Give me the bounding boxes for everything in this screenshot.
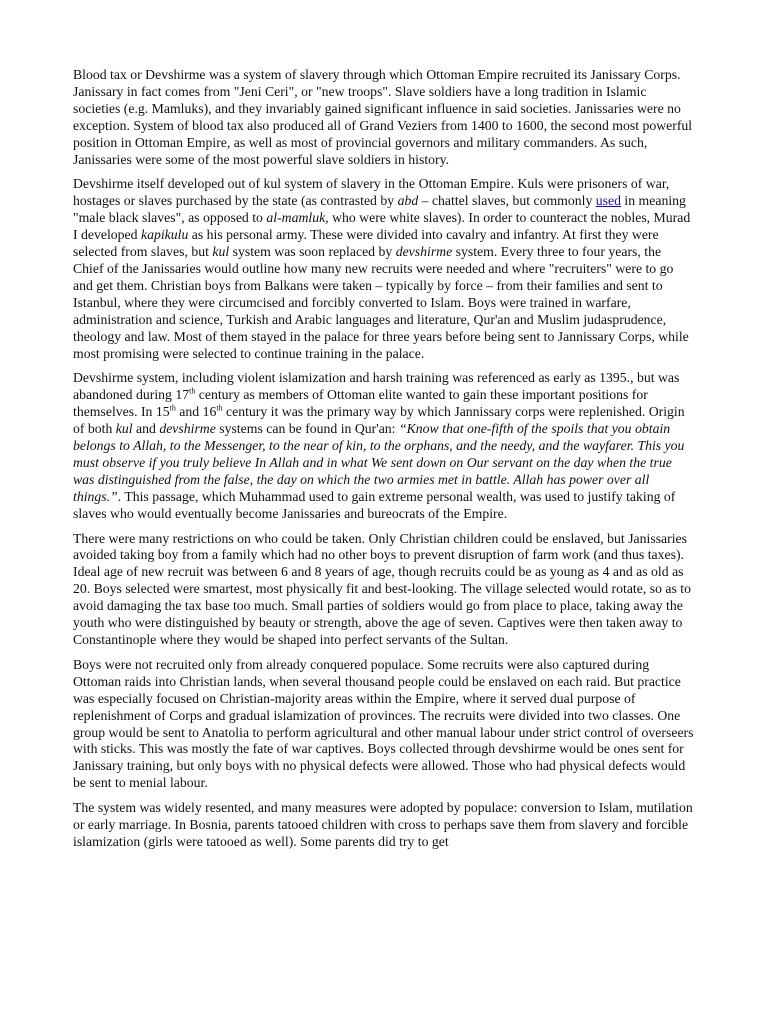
p2-text-4: who were white slaves). In order to counteract the nobles, Murad I developed: [73, 210, 691, 243]
paragraph-6-text: The system was widely resented, and many measures were adopted by populace: conversion to Islam, mutilation or early marriage. In Bosnia, parents tatooed children with cross to perhaps save them from slavery and forcible islamization (girls were tatooed as well). Some parents did try to get: [73, 800, 693, 849]
p2-term-kapikulu: kapikulu: [140, 227, 189, 243]
p3-quran-quote: “Know that one-fifth of the spoils that you obtain belongs to Allah, to the Messenger, to the near of kin, to the orphans, and the needy, and the wayfarer. This you must observe if you truly believe In Allah and in what We sent down on Our servant on the day when the true was distinguished from the false, the day on which the two armies met in battle. Allah has power over all things.”: [73, 421, 685, 504]
document-body: [73, 67, 695, 859]
paragraph-5-text: Boys were not recruited only from already conquered populace. Some recruits were also captured during Ottoman raids into Christian lands, when several thousand people could be enslaved on each raid. But practice was especially focused on Christian-majority areas within the Empire, where it served dual purpose of replenishment of Corps and gradual islamization of provinces. The recruits were divided into two classes. One group would be sent to Anatolia to perform agricultural and other manual labour under strict control of overseers with sticks. This was mostly the fate of war captives. Boys collected through devshirme would be ones sent for Janissary training, but only boys with no physical defects were allowed. Those who had physical defects would be sent to menial labour.: [73, 656, 694, 791]
p3-text-6: systems can be found in Qur'an:: [215, 421, 399, 437]
paragraph-4-text: There were many restrictions on who could be taken. Only Christian children could be enslaved, but Janissaries avoided taking boy from a family which had no other boys to prevent disruption of farm work (and thus taxes). Ideal age of new recruit was between 6 and 8 years of age, though recruits could be as young as 4 and as old as 20. Boys selected were smartest, most physically fit and best-looking. The village selected would rotate, so as to avoid damaging the tax base too much. Small parties of soldiers would go from place to place, taking away the youth who were distinguished by beauty or strength, above the age of seven. Captives were then taken away to Constantinople where they would be shaped into perfect servants of the Sultan.: [73, 530, 691, 647]
p3-sup-3: th: [216, 403, 223, 413]
paragraph-1: [73, 67, 695, 168]
p3-text-2: century as members of Ottoman elite wanted to gain these important positions for themselves. In 15: [73, 387, 648, 420]
p3-text-7: . This passage, which Muhammad used to gain extreme personal wealth, was used to justify taking of slaves who would eventually become Janissaries and bureocrats of the Empire.: [73, 488, 676, 521]
p3-term-kul: kul: [115, 421, 133, 437]
paragraph-4: [73, 531, 695, 649]
p2-text-6: system was soon replaced by: [229, 244, 396, 260]
p2-term-abd: abd: [397, 193, 419, 209]
p3-text-4: century it was the primary way by which Jannissary corps were replenished. Origin of both: [73, 404, 685, 437]
paragraph-2: [73, 176, 695, 362]
paragraph-5: [73, 657, 695, 792]
p3-sup-2: th: [169, 403, 176, 413]
p2-term-al-mamluk: al-mamluk,: [266, 210, 329, 226]
p3-text-3: and 16: [175, 404, 217, 420]
paragraph-1-text: Blood tax or Devshirme was a system of slavery through which Ottoman Empire recruited its Janissary Corps. Janissary in fact comes from "Jeni Ceri", or "new troops". Slave soldiers have a long tradition in Islamic societies (e.g. Mamluks), and they invariably gained significant influence in said societies. Janissaries were no exception. System of blood tax also produced all of Grand Veziers from 1400 to 1600, the second most powerful position in Ottoman Empire, as well as most of provincial governors and military commanders. As such, Janissaries were some of the most powerful slave soldiers in history.: [73, 67, 693, 167]
used-link[interactable]: used: [595, 193, 621, 209]
paragraph-6: [73, 800, 695, 851]
p3-term-devshirme: devshirme: [159, 421, 216, 437]
p2-text-5: as his personal army. These were divided into cavalry and infantry. At first they were selected from slaves, but: [73, 227, 659, 260]
p2-text-7: system. Every three to four years, the Chief of the Janissaries would outline how many new recruits were needed and where "recruiters" were to go and get them. Christian boys from Balkans were taken – typically by force – from their families and sent to Istanbul, where they were circumcised and forcibly converted to Islam. Boys were trained in warfare, administration and science, Turkish and Arabic languages and literature, Qur'an and Muslim judasprudence, theology and law. Most of them stayed in the palace for three years before being sent to Jannissary Corps, while most promising were selected to continue training in the palace.: [73, 244, 689, 361]
p2-text-3: in meaning "male black slaves", as opposed to: [73, 193, 686, 226]
p3-text-1: Devshirme system, including violent islamization and harsh training was referenced as early as 1395., but was abandoned during 17: [73, 370, 680, 403]
p3-sup-1: th: [189, 386, 196, 396]
p2-text-2: – chattel slaves, but commonly: [418, 193, 596, 209]
p2-term-kul: kul: [212, 244, 230, 260]
paragraph-3: [73, 370, 695, 522]
p2-term-devshirme: devshirme: [395, 244, 453, 260]
p2-text-1: Devshirme itself developed out of kul system of slavery in the Ottoman Empire. Kuls were prisoners of war, hostages or slaves purchased by the state (as contrasted by: [73, 176, 670, 209]
p3-text-5: and: [132, 421, 160, 437]
